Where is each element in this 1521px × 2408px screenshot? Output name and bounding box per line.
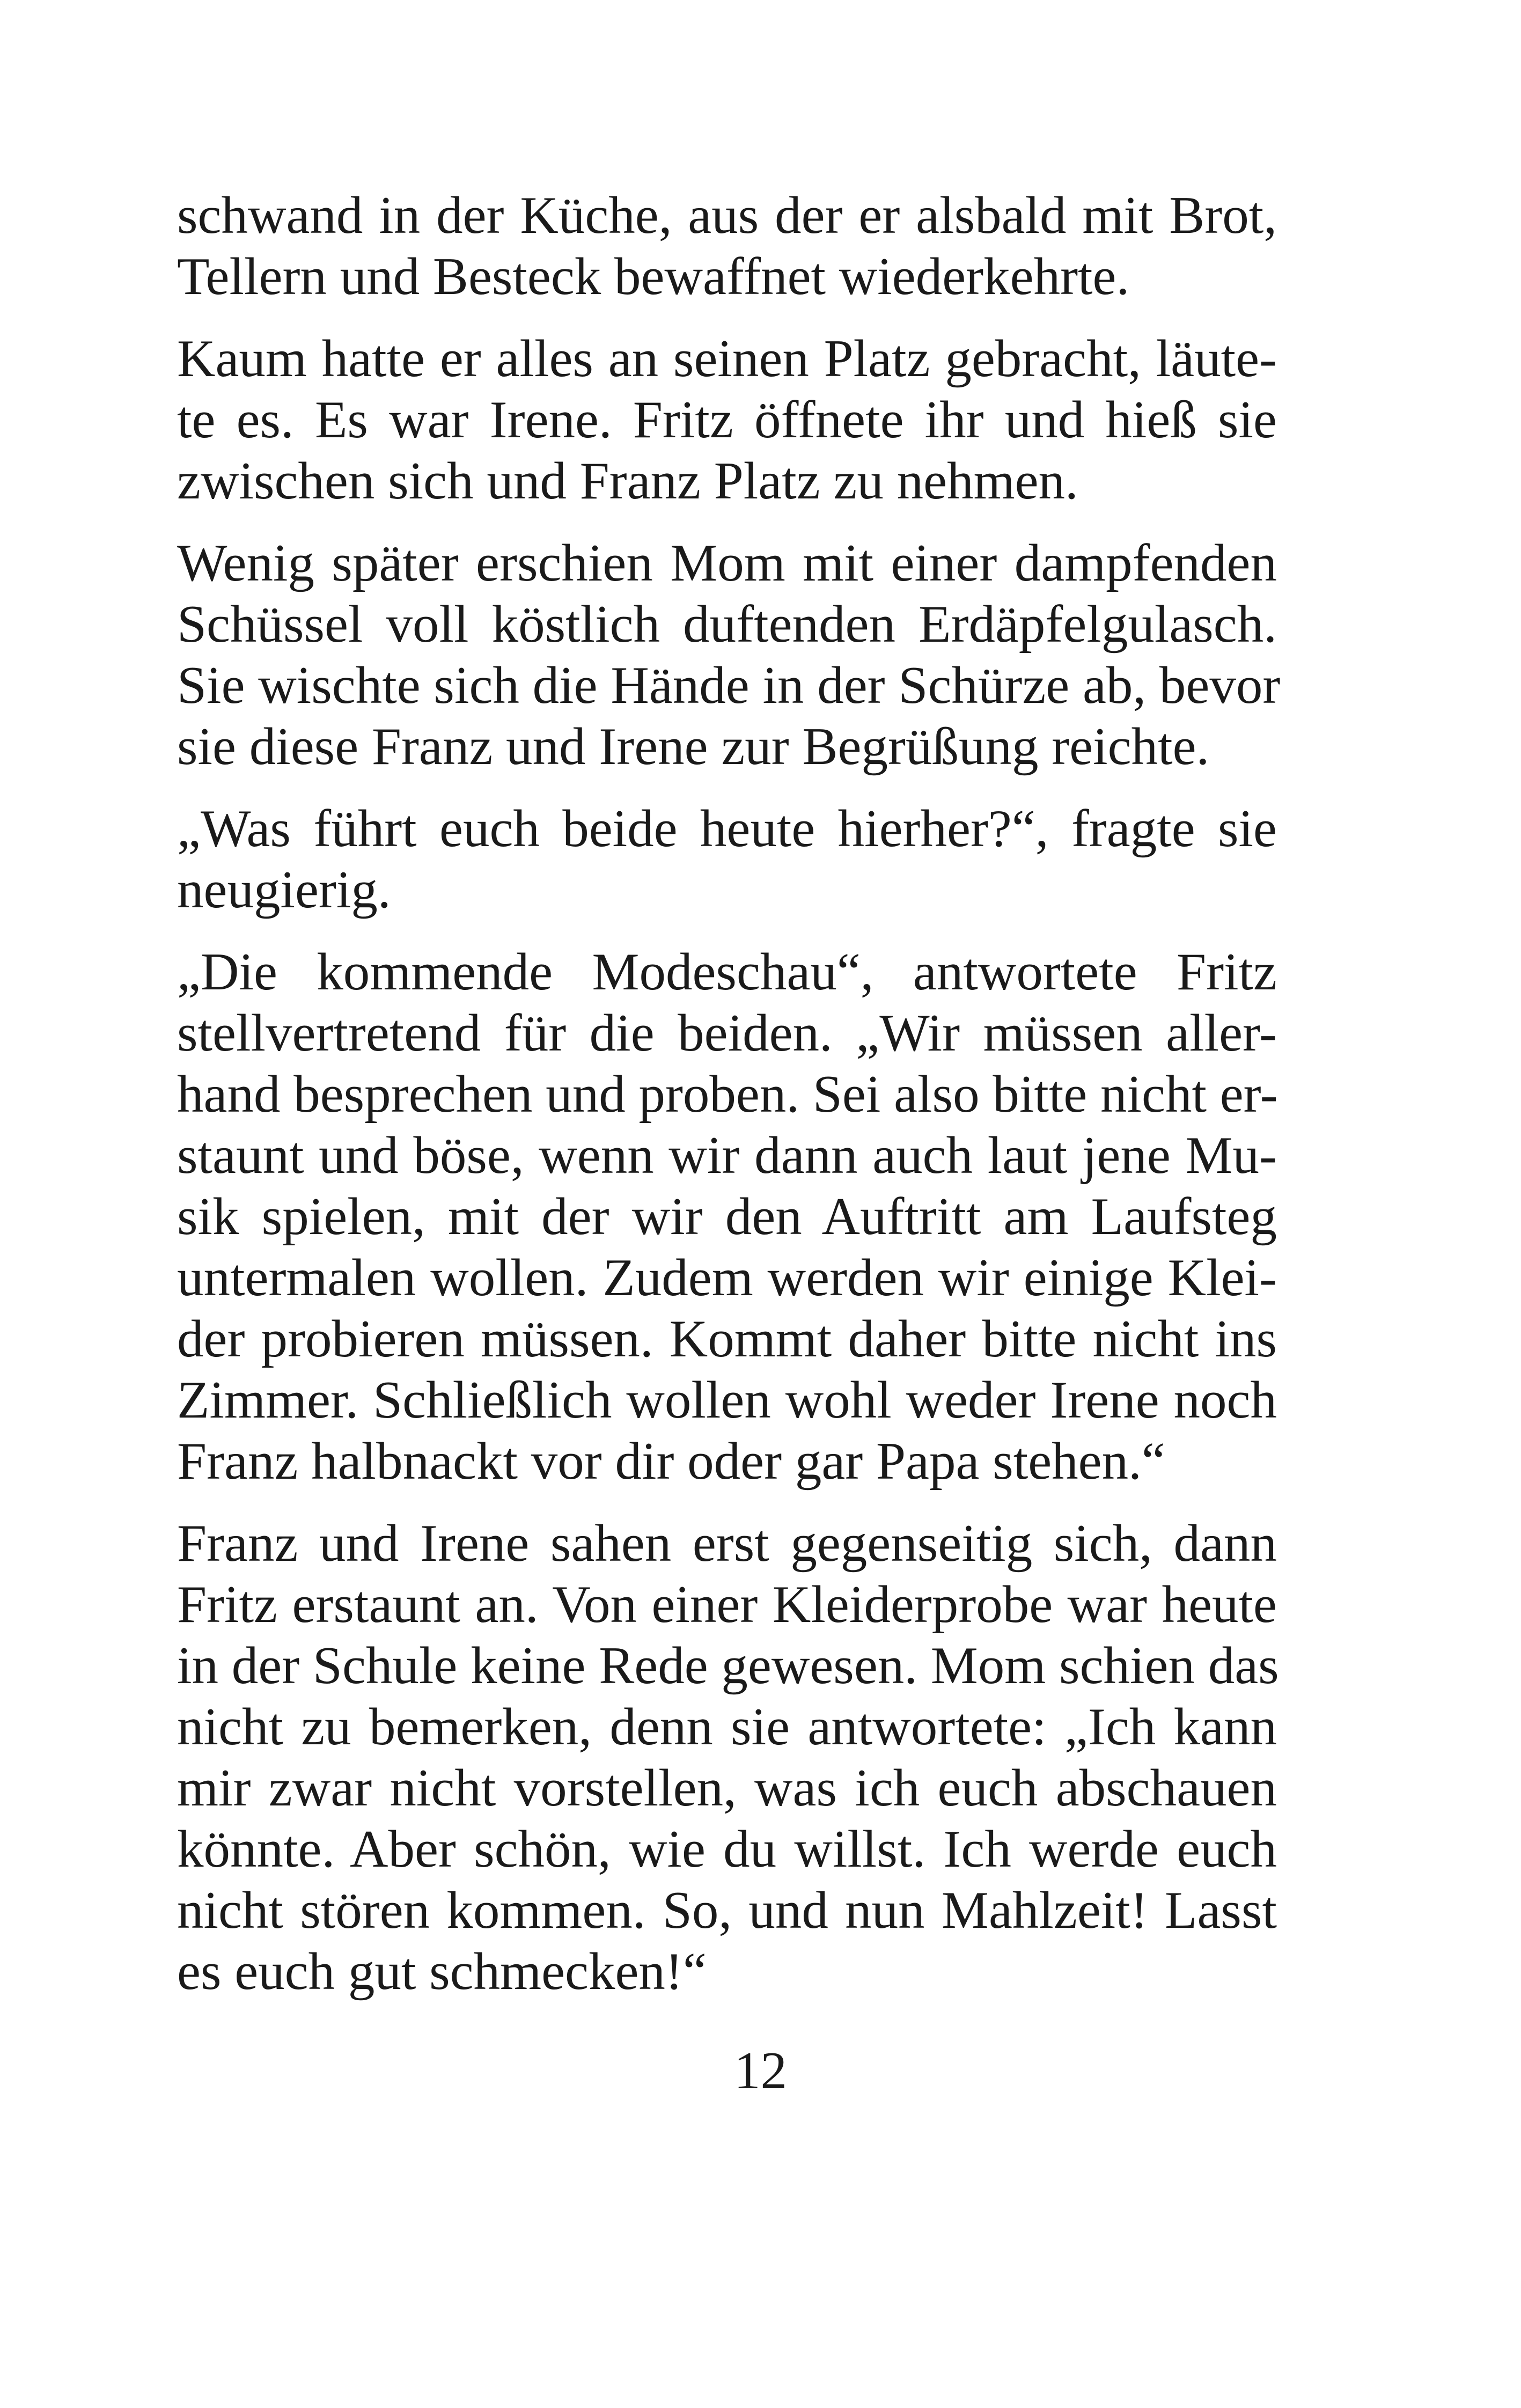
text-line: untermalen wollen. Zudem werden wir einige Klei-: [177, 1249, 1277, 1307]
text-line: mir zwar nicht vorstellen, was ich euch abschauen: [177, 1759, 1277, 1817]
text-line: sik spielen, mit der wir den Auftritt am Laufsteg: [177, 1187, 1277, 1246]
text-line: stellvertretend für die beiden. „Wir müssen aller-: [177, 1004, 1277, 1062]
text-line: Franz und Irene sahen erst gegenseitig sich, dann: [177, 1514, 1277, 1573]
text-line: sie diese Franz und Irene zur Begrüßung reichte.: [177, 717, 1210, 776]
text-line: schwand in der Küche, aus der er alsbald mit Brot,: [177, 186, 1277, 245]
text-line: nicht stören kommen. So, und nun Mahlzeit! Lasst: [177, 1881, 1277, 1940]
text-line: Schüssel voll köstlich duftenden Erdäpfelgulasch.: [177, 595, 1277, 654]
paragraph: [177, 942, 1277, 1492]
text-line: Wenig später erschien Mom mit einer dampfenden: [177, 534, 1277, 592]
text-line: Sie wischte sich die Hände in der Schürze ab, bevor: [177, 656, 1281, 715]
text-line: könnte. Aber schön, wie du willst. Ich werde euch: [177, 1820, 1277, 1878]
text-line: hand besprechen und proben. Sei also bitte nicht er-: [177, 1065, 1278, 1124]
text-line: zwischen sich und Franz Platz zu nehmen.: [177, 452, 1078, 510]
text-line: es euch gut schmecken!“: [177, 1942, 707, 2001]
page-number: 12: [734, 2042, 787, 2100]
text-line: Zimmer. Schließlich wollen wohl weder Irene noch: [177, 1371, 1277, 1429]
body-text: [177, 185, 1281, 2023]
text-line: „Was führt euch beide heute hierher?“, fragte sie: [177, 799, 1277, 858]
text-line: „Die kommende Modeschau“, antwortete Fritz: [177, 943, 1277, 1001]
text-line: Kaum hatte er alles an seinen Platz gebracht, läute-: [177, 329, 1277, 388]
paragraph: [177, 328, 1277, 512]
paragraph: [177, 185, 1277, 307]
text-line: staunt und böse, wenn wir dann auch laut jene Mu-: [177, 1126, 1277, 1185]
text-line: in der Schule keine Rede gewesen. Mom schien das: [177, 1636, 1279, 1695]
text-line: neugierig.: [177, 861, 391, 919]
text-line: Tellern und Besteck bewaffnet wiederkehrte.: [177, 247, 1130, 306]
text-line: nicht zu bemerken, denn sie antwortete: „Ich kann: [177, 1698, 1277, 1756]
text-line: der probieren müssen. Kommt daher bitte nicht ins: [177, 1310, 1277, 1368]
paragraph: [177, 798, 1277, 921]
text-line: te es. Es war Irene. Fritz öffnete ihr und hieß sie: [177, 391, 1277, 449]
text-line: Fritz erstaunt an. Von einer Kleiderprobe war heute: [177, 1575, 1277, 1634]
paragraph: [177, 1513, 1277, 2002]
paragraph: [177, 533, 1281, 777]
text-line: Franz halbnackt vor dir oder gar Papa stehen.“: [177, 1432, 1165, 1491]
